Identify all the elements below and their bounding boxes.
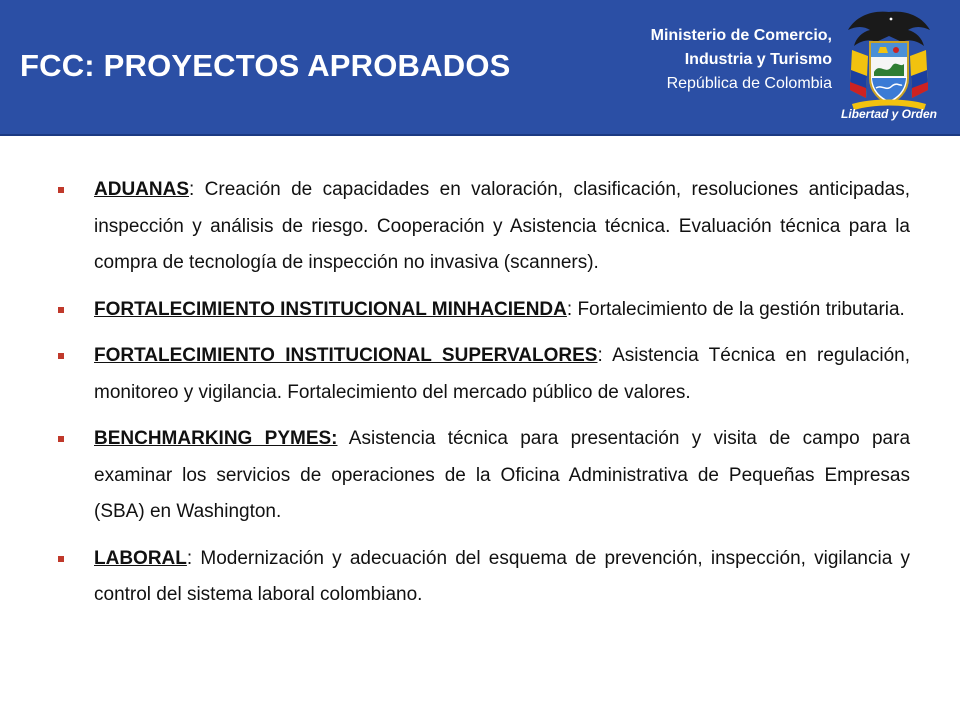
page-title: FCC: PROYECTOS APROBADOS [20,48,511,83]
item-keyword: LABORAL [94,547,187,569]
item-separator: : [186,547,193,569]
ministry-line-1: Ministerio de Comercio, [650,27,832,44]
list-item-laboral [50,541,910,614]
item-keyword: FORTALECIMIENTO INSTITUCIONAL SUPERVALORES [94,345,598,366]
item-separator: : [566,298,573,320]
ministry-line-2: Industria y Turismo [684,51,832,68]
item-text: Asistencia Técnica en regulación, monitoreo y vigilancia. Fortalecimiento del mercado público de valores. [94,345,910,403]
item-keyword: FORTALECIMIENTO INSTITUCIONAL MINHACIENDA [94,298,567,320]
item-separator: : [597,345,603,366]
item-separator: : [189,179,195,200]
item-keyword: ADUANAS [94,179,189,200]
bullet-list [50,172,910,624]
item-text: Fortalecimiento de la gestión tributaria. [572,298,905,320]
item-text: Creación de capacidades en valoración, clasificación, resoluciones anticipadas, inspección y análisis de riesgo. Cooperación y Asistencia técnica. Evaluación técnica para la compra de tecnología de inspección no invasiva (scanners). [94,179,910,273]
square-bullet-icon [58,353,64,359]
square-bullet-icon [58,307,64,313]
item-text: Modernización y adecuación del esquema de prevención, inspección, vigilancia y control del sistema laboral colombiano. [94,547,910,605]
ministry-line-3: República de Colombia [666,75,832,92]
ministry-block [651,24,832,96]
list-item-aduanas [50,172,910,282]
square-bullet-icon [58,556,64,562]
square-bullet-icon [58,187,64,193]
header-banner [0,0,960,136]
square-bullet-icon [58,436,64,442]
crest-motto: Libertad y Orden [840,107,938,121]
list-item-minhacienda [50,292,910,329]
list-item-supervalores [50,338,910,411]
list-item-benchmarking [50,421,910,531]
item-text: Asistencia técnica para presentación y visita de campo para examinar los servicios de operaciones de la Oficina Administrativa de Pequeñas Empresas (SBA) en Washington. [94,428,911,522]
item-keyword: BENCHMARKING PYMES: [94,428,338,449]
